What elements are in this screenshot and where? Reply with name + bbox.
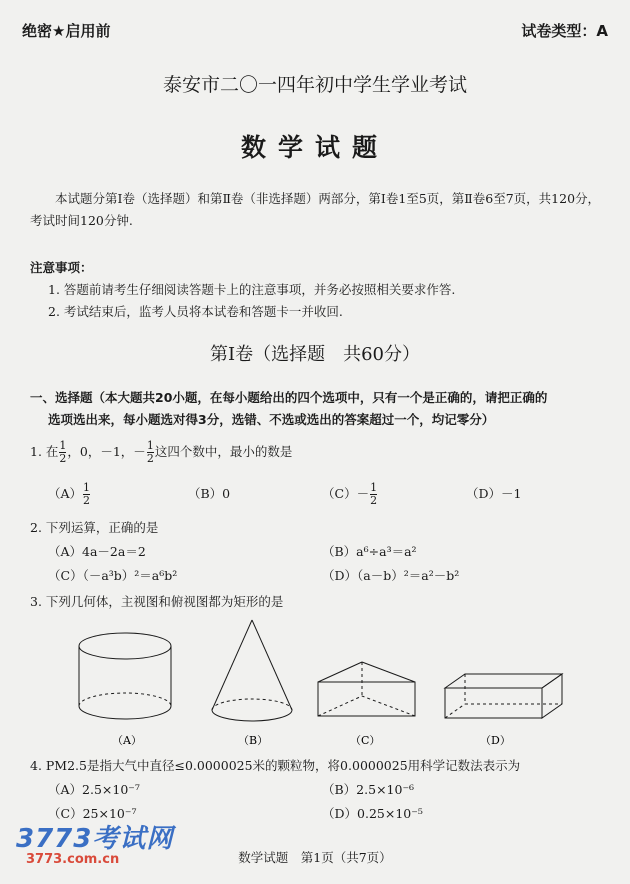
intro-paragraph: 本试题分第Ⅰ卷（选择题）和第Ⅱ卷（非选择题）两部分，第Ⅰ卷1至5页，第Ⅱ卷6至7页，共120分，考试时间120分钟.	[30, 191, 601, 228]
question-1-option-d: （D）－1	[466, 486, 522, 501]
figure-label-c: （C）	[350, 734, 381, 747]
question-3-stem: 3. 下列几何体，主视图和俯视图都为矩形的是	[30, 594, 284, 609]
fraction: $\frac{1}{2}$	[146, 439, 154, 465]
question-4-stem: 4. PM2.5是指大气中直径≤0.0000025米的颗粒物，将0.0000025用科学记数法表示为	[30, 758, 521, 773]
cuboid-figure	[445, 674, 562, 718]
paper-type-label: 试卷类型：A	[521, 22, 608, 40]
question-1-option-c: （C）－ $\frac{1}{2}$	[322, 481, 378, 507]
watermark-url: 3773.com.cn	[26, 852, 120, 867]
cylinder-figure	[79, 633, 171, 719]
question-2-option-a: （A）4a－2a＝2	[48, 544, 146, 559]
question-2-option-c: （C）（－a³b）²＝a⁶b²	[48, 568, 178, 583]
figure-label-b: （B）	[238, 734, 269, 747]
solid-figures	[60, 618, 580, 753]
note-item: 2. 考试结束后，监考人员将本试卷和答题卡一并收回.	[48, 304, 343, 319]
confidential-label: 绝密★启用前	[22, 22, 111, 40]
notes-heading: 注意事项：	[30, 260, 93, 275]
subject-title: 数学试题	[240, 133, 389, 162]
watermark-brand: 3773考试网	[16, 824, 174, 854]
exam-title: 泰安市二〇一四年初中学生学业考试	[162, 74, 467, 96]
question-4-option-b: （B）2.5×10⁻⁶	[322, 782, 415, 797]
question-1-stem: 1. 在 $\frac{1}{2}$ ，0，－1，－ $\frac{1}{2}$ 这四个数中，最小的数是	[30, 439, 293, 465]
fraction: $\frac{1}{2}$	[59, 439, 67, 465]
figure-label-d: （D）	[480, 734, 511, 747]
question-2-option-b: （B）a⁶÷a³＝a²	[322, 544, 417, 559]
question-4-option-c: （C）25×10⁻⁷	[48, 806, 137, 821]
triangular-prism-figure	[318, 662, 415, 716]
question-1-option-a: （A） $\frac{1}{2}$	[48, 481, 91, 507]
page-footer: 数学试题 第1页（共7页）	[238, 850, 392, 865]
part-heading-line2: 选项选出来，每小题选对得3分，选错、不选或选出的答案超过一个，均记零分）	[48, 412, 495, 427]
part-heading-line1: 一、选择题（本大题共20小题，在每小题给出的四个选项中，只有一个是正确的，请把正确的	[30, 390, 548, 405]
note-item: 1. 答题前请考生仔细阅读答题卡上的注意事项，并务必按照相关要求作答.	[48, 282, 456, 297]
question-1-option-b: （B）0	[188, 486, 231, 501]
question-4-option-a: （A）2.5×10⁻⁷	[48, 782, 140, 797]
question-4-option-d: （D）0.25×10⁻⁵	[322, 806, 423, 821]
question-2-option-d: （D）（a－b）²＝a²－b²	[322, 568, 460, 583]
question-2-stem: 2. 下列运算，正确的是	[30, 520, 159, 535]
figure-label-a: （A）	[112, 734, 142, 747]
section-title: 第Ⅰ卷（选择题 共60分）	[209, 344, 420, 365]
cone-figure	[212, 620, 292, 721]
